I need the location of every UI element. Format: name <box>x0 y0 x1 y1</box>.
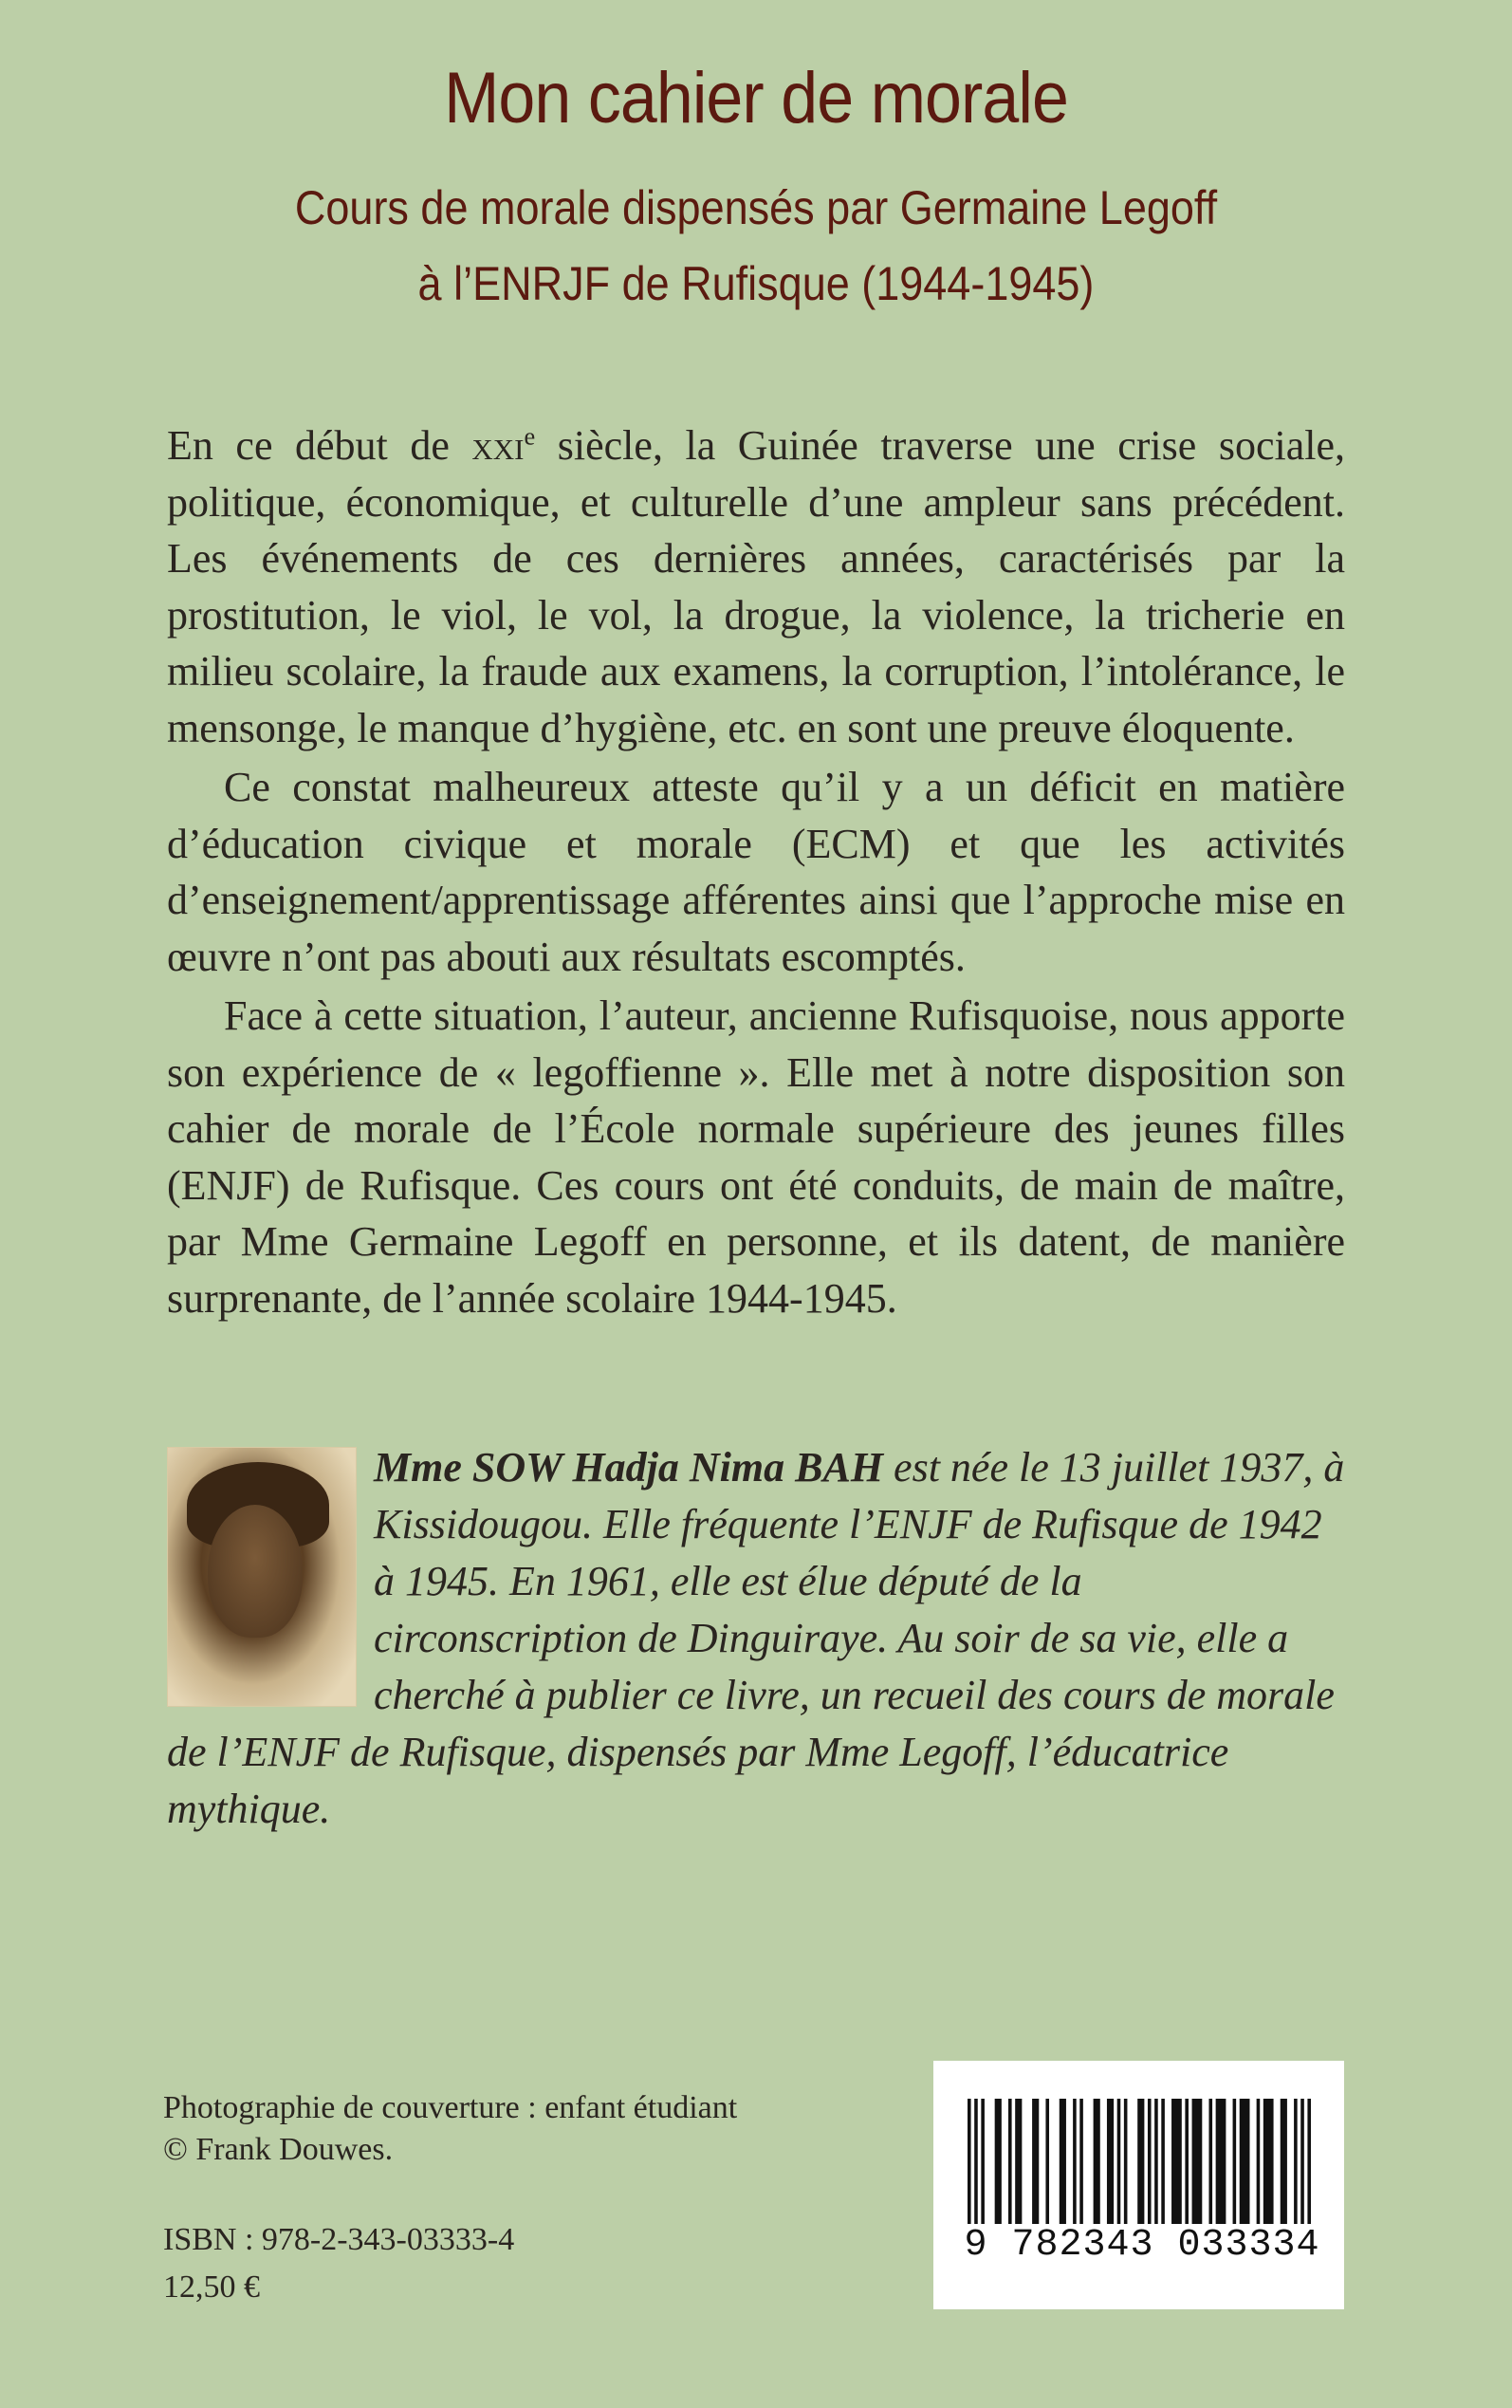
summary-text <box>167 417 1345 1326</box>
summary-paragraph-1: En ce début de xxi$^e$ siècle, la Guinée traverse une crise sociale, politique, économique, et culturelle d’une ampleur sans précédent. Les événements de ces dernières années, caractérisés par la prostitution, le viol, le vol, la drogue, la violence, la tricherie en milieu scolaire, la fraude aux examens, la corruption, l’intolérance, le mensonge, le manque d’hygiène, etc. en sont une preuve éloquente. <box>167 421 1346 751</box>
author-bio-text: est née le 13 juillet 1937, à Kissidougou. Elle fréquente l’ENJF de Rufisque de 1942 à 1945. En 1961, elle est élue député de la circonscription de Dinguiraye. Au soir de sa vie, elle a cherché à publier ce livre, un recueil des cours de morale de l’ENJF de Rufisque, dispensés par Mme Legoff, l’éducatrice mythique. <box>167 1444 1345 1832</box>
barcode-bar <box>1008 2099 1012 2224</box>
century-numeral: xxi <box>471 422 525 469</box>
barcode-bar <box>1233 2099 1237 2224</box>
isbn-block <box>163 2216 514 2311</box>
barcode-bar <box>1045 2099 1049 2224</box>
barcode-bar <box>1161 2099 1165 2224</box>
barcode-bar <box>1032 2099 1039 2224</box>
isbn-number: ISBN : 978-2-343-03333-4 <box>163 2222 515 2257</box>
barcode-bar <box>995 2099 1002 2224</box>
summary-paragraph-2: Ce constat malheureux atteste qu’il y a un déficit en matière d’éducation civique et morale (ECM) et que les activités d’enseignement/apprentissage afférentes ainsi que l’approche mise en œuvre n’ont pas abouti aux résultats escomptés. <box>167 764 1345 980</box>
barcode-bar <box>1094 2099 1100 2224</box>
barcode-bar <box>1117 2099 1121 2224</box>
author-name: Mme SOW Hadja Nima BAH <box>374 1444 884 1491</box>
barcode-digits: 9 782343 033334 <box>964 2224 1320 2267</box>
barcode-bar <box>968 2099 971 2224</box>
credits-line-1: Photographie de couverture : enfant étudiant <box>163 2090 738 2125</box>
barcode-bar <box>1263 2099 1274 2224</box>
subtitle-line-1: Cours de morale dispensés par Germaine Legoff <box>294 181 1218 234</box>
barcode-bar <box>1185 2099 1189 2224</box>
barcode-bar <box>1148 2099 1152 2224</box>
summary-paragraph-3: Face à cette situation, l’auteur, ancienne Rufisquoise, nous apporte son expérience de « legoffienne ». Elle met à notre disposition son cahier de morale de l’École normale supérieure des jeunes filles (ENJF) de Rufisque. Ces cours ont été conduits, de main de maître, par Mme Germaine Legoff en personne, et ils datent, de manière surprenante, de l’année scolaire 1944-1945. <box>167 992 1345 1322</box>
barcode-bar <box>1257 2099 1261 2224</box>
barcode-bar <box>1240 2099 1250 2224</box>
book-title: Mon cahier de morale <box>444 58 1068 139</box>
barcode-bar <box>1216 2099 1226 2224</box>
barcode-bar <box>1307 2099 1311 2224</box>
barcode-bar <box>1300 2099 1304 2224</box>
barcode-bar <box>1281 2099 1287 2224</box>
price: 12,50 € <box>163 2269 260 2305</box>
barcode <box>933 2061 1344 2309</box>
barcode-bar <box>1079 2099 1083 2224</box>
barcode-bar <box>1171 2099 1182 2224</box>
credits-line-2: © Frank Douwes. <box>163 2132 394 2167</box>
century-superscript: e <box>524 421 536 451</box>
barcode-bar <box>1137 2099 1144 2224</box>
barcode-bar <box>1154 2099 1158 2224</box>
barcode-bar <box>1073 2099 1077 2224</box>
author-bio <box>167 1439 1345 1838</box>
barcode-bar <box>1107 2099 1114 2224</box>
photo-spacer <box>167 1439 374 1714</box>
photo-credits <box>163 2087 737 2171</box>
barcode-bar <box>1192 2099 1203 2224</box>
barcode-bar <box>1208 2099 1212 2224</box>
barcode-bar <box>981 2099 985 2224</box>
barcode-bar <box>1124 2099 1128 2224</box>
subtitle-line-2: à l’ENRJF de Rufisque (1944-1945) <box>417 257 1095 310</box>
barcode-bar <box>1060 2099 1066 2224</box>
barcode-bar <box>1294 2099 1298 2224</box>
barcode-bar <box>974 2099 978 2224</box>
barcode-bar <box>1015 2099 1022 2224</box>
barcode-bars <box>968 2099 1311 2224</box>
